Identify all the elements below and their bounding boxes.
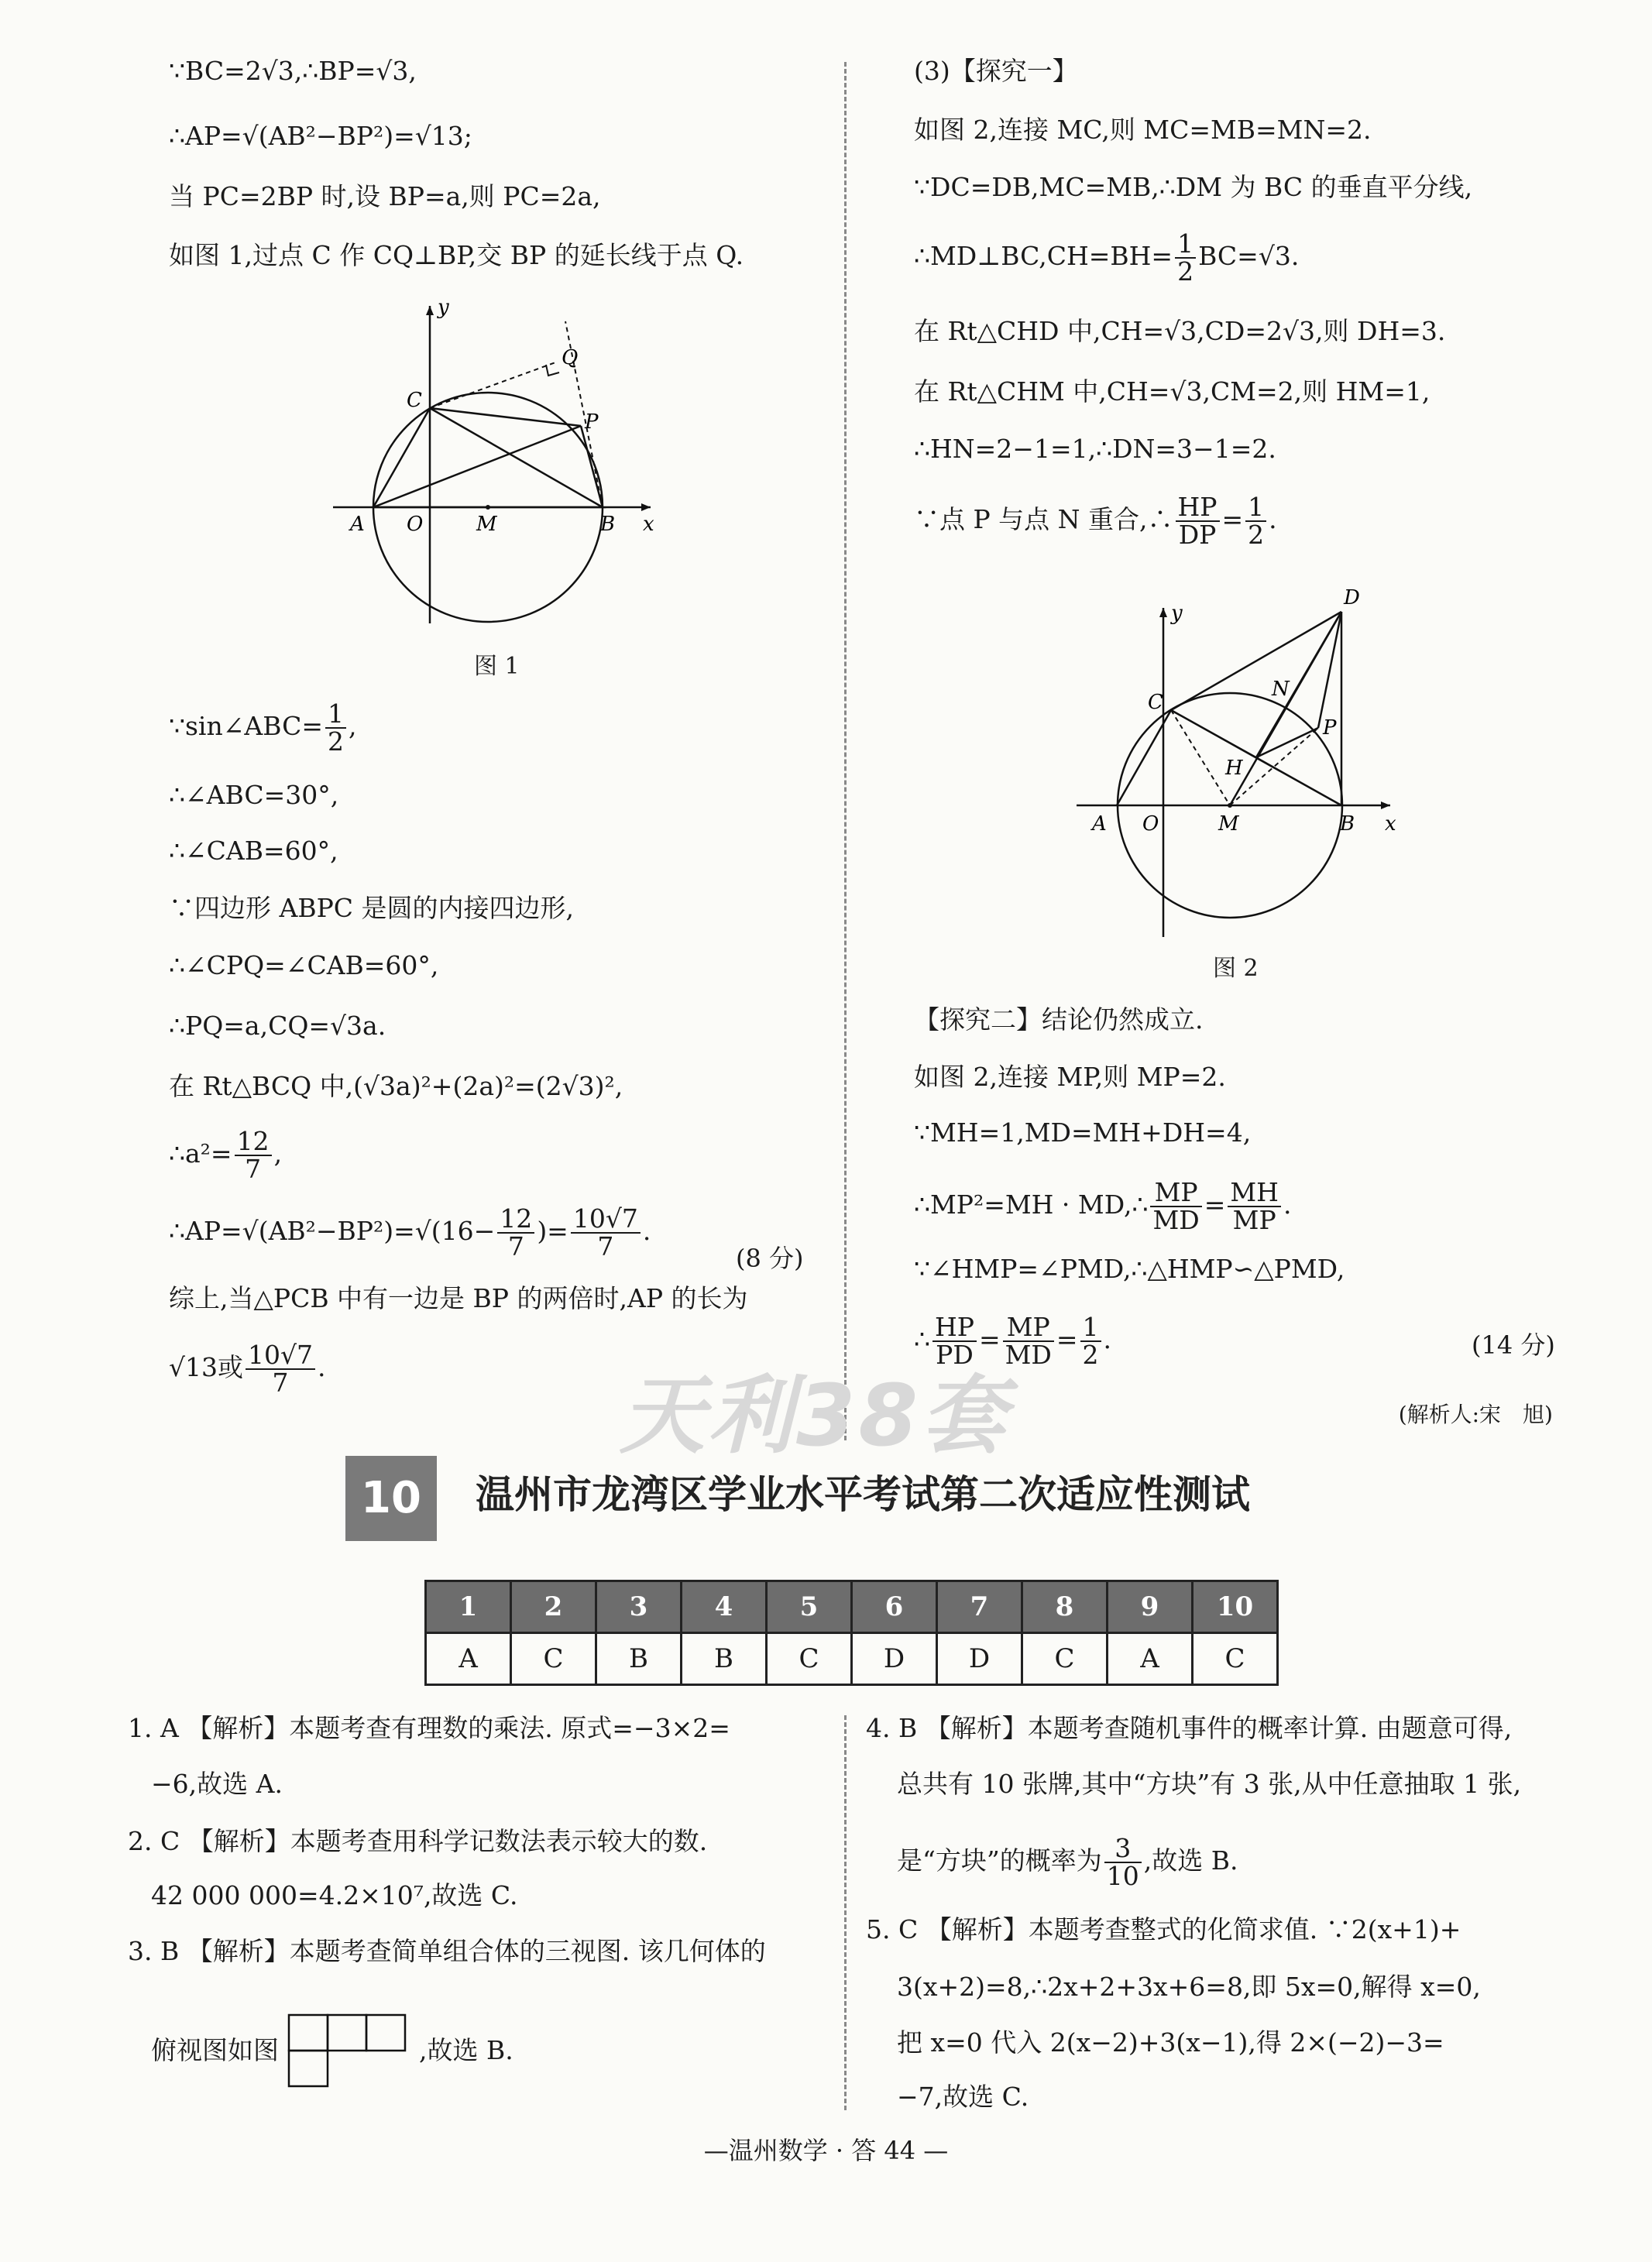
text-line: ∴PQ=a,CQ=√3a. — [169, 1011, 386, 1041]
question-number: 9 — [1108, 1581, 1193, 1633]
text-line: ∵BC=2√3,∴BP=√3, — [169, 56, 417, 86]
question-5-line-2: 3(x+2)=8,∴2x+2+3x+6=8,即 5x=0,解得 x=0, — [897, 1972, 1481, 2002]
denominator: 2 — [1248, 520, 1265, 550]
fraction — [1150, 1179, 1201, 1234]
question-number: 5 — [767, 1581, 852, 1633]
text-line: ∴HN=2−1=1,∴DN=3−1=2. — [914, 434, 1276, 464]
fraction — [1175, 228, 1196, 287]
denominator: 7 — [597, 1231, 614, 1261]
numerator: 1 — [1175, 231, 1196, 259]
svg-text:C: C — [1148, 691, 1163, 714]
svg-text:P: P — [1323, 716, 1337, 740]
text-segment: ∵sin∠ABC= — [169, 711, 323, 741]
fraction — [1080, 1314, 1101, 1368]
text-segment: . — [642, 1216, 651, 1246]
text-segment: ∵点 P 与点 N 重合,∴ — [914, 504, 1173, 534]
numerator: 1 — [1080, 1314, 1101, 1342]
numerator: 1 — [325, 701, 346, 729]
text-line — [914, 228, 1300, 287]
text-segment: = — [1056, 1324, 1078, 1354]
text-line: 如图 1,过点 C 作 CQ⊥BP,交 BP 的延长线于点 Q. — [169, 240, 744, 270]
numerator: MH — [1228, 1179, 1281, 1207]
fraction — [235, 1128, 272, 1182]
watermark: 天利38套 — [620, 1366, 1010, 1465]
text-segment: . — [318, 1352, 326, 1382]
svg-text:x: x — [643, 513, 654, 536]
text-line: 【探究二】结论仍然成立. — [914, 1004, 1204, 1035]
text-segment: ,故选 B. — [419, 2035, 513, 2065]
fraction — [246, 1342, 315, 1396]
text-segment: 是“方块”的概率为 — [897, 1845, 1102, 1876]
fraction — [1176, 494, 1220, 548]
question-number: 4 — [682, 1581, 767, 1633]
text-line — [169, 1128, 282, 1182]
fraction — [1104, 1835, 1142, 1890]
text-line: 在 Rt△BCQ 中,(√3a)²+(2a)²=(2√3)², — [169, 1071, 623, 1101]
answer-cell: C — [1022, 1633, 1108, 1685]
question-5-line-3: 把 x=0 代入 2(x−2)+3(x−1),得 2×(−2)−3= — [897, 2027, 1444, 2058]
numerator: 1 — [1245, 494, 1266, 522]
question-number: 7 — [937, 1581, 1022, 1633]
numerator: HP — [1176, 494, 1220, 522]
svg-text:Q: Q — [562, 346, 579, 369]
question-4-line-3 — [897, 1835, 1238, 1890]
author-credit: (解析人:宋 旭) — [1398, 1402, 1553, 1427]
text-line: ∴∠CPQ=∠CAB=60°, — [169, 950, 439, 980]
text-segment: ,故选 B. — [1143, 1845, 1238, 1876]
text-segment: 俯视图如图 — [151, 2035, 279, 2065]
fraction — [1003, 1314, 1054, 1368]
figure-1-caption: 图 1 — [474, 653, 520, 680]
svg-text:y: y — [1171, 602, 1183, 625]
svg-text:B: B — [1340, 812, 1355, 836]
text-line: ∵MH=1,MD=MH+DH=4, — [914, 1117, 1252, 1148]
text-line: ∴AP=√(AB²−BP²)=√13; — [169, 121, 472, 151]
svg-text:A: A — [1092, 812, 1107, 836]
svg-text:P: P — [585, 410, 599, 434]
denominator: MD — [1152, 1205, 1200, 1235]
text-line: 当 PC=2BP 时,设 BP=a,则 PC=2a, — [169, 181, 601, 211]
column-divider — [844, 62, 847, 1440]
question-number: 10 — [1193, 1581, 1278, 1633]
answer-table — [424, 1580, 1279, 1686]
denominator: 7 — [245, 1154, 262, 1184]
question-5-line-4: −7,故选 C. — [897, 2082, 1029, 2112]
figure-1-circle-diagram — [333, 298, 666, 623]
text-segment: . — [1283, 1189, 1292, 1220]
numerator: 10√7 — [246, 1342, 315, 1370]
question-number: 2 — [511, 1581, 596, 1633]
fraction — [1245, 494, 1266, 548]
denominator: MD — [1005, 1340, 1052, 1370]
question-4-line-2: 总共有 10 张牌,其中“方块”有 3 张,从中任意抽取 1 张, — [897, 1769, 1522, 1799]
text-segment: ∴ — [914, 1324, 930, 1354]
text-line: 综上,当△PCB 中有一边是 BP 的两倍时,AP 的长为 — [169, 1283, 748, 1313]
answer-cell: D — [852, 1633, 937, 1685]
svg-text:N: N — [1272, 678, 1290, 701]
fraction — [1228, 1179, 1281, 1234]
text-line: ∴∠CAB=60°, — [169, 836, 338, 866]
text-line: (3)【探究一】 — [914, 56, 1078, 86]
score-8: (8 分) — [736, 1244, 804, 1273]
question-3-line-1: 3. B 【解析】本题考查简单组合体的三视图. 该几何体的 — [128, 1936, 766, 1966]
numerator: 3 — [1104, 1835, 1142, 1863]
question-2-line-2: 42 000 000=4.2×10⁷,故选 C. — [151, 1880, 518, 1910]
fraction — [497, 1203, 534, 1261]
text-segment: )= — [537, 1216, 568, 1246]
figure-2-circle-diagram — [1077, 581, 1402, 937]
fraction — [571, 1203, 641, 1261]
denominator: 7 — [507, 1231, 524, 1261]
text-line: 在 Rt△CHD 中,CH=√3,CD=2√3,则 DH=3. — [914, 316, 1446, 346]
figure-2-caption: 图 2 — [1213, 955, 1259, 982]
question-4-line-1: 4. B 【解析】本题考查随机事件的概率计算. 由题意可得, — [866, 1713, 1513, 1743]
question-1-line-2: −6,故选 A. — [151, 1769, 283, 1799]
svg-text:D: D — [1344, 586, 1360, 609]
text-segment: . — [1103, 1324, 1112, 1354]
text-line: 在 Rt△CHM 中,CH=√3,CM=2,则 HM=1, — [914, 376, 1430, 407]
text-line — [169, 701, 356, 755]
answer-cell: A — [1108, 1633, 1193, 1685]
answer-cell: C — [511, 1633, 596, 1685]
top-view-figure — [287, 2013, 411, 2091]
numerator: 12 — [497, 1206, 534, 1234]
question-5-line-1: 5. C 【解析】本题考查整式的化简求值. ∵2(x+1)+ — [866, 1914, 1461, 1944]
svg-text:y: y — [438, 298, 449, 319]
svg-text:O: O — [407, 513, 424, 536]
numerator: MP — [1150, 1179, 1201, 1207]
svg-text:A: A — [350, 513, 365, 536]
answer-cell: A — [426, 1633, 511, 1685]
score-14: (14 分) — [1472, 1330, 1555, 1360]
section-number: 10 — [345, 1456, 437, 1541]
denominator: 2 — [327, 726, 344, 757]
text-line — [169, 1342, 326, 1396]
text-line: 如图 2,连接 MP,则 MP=2. — [914, 1062, 1226, 1092]
svg-text:C: C — [407, 389, 422, 412]
text-line — [914, 494, 1277, 548]
text-line: ∵四边形 ABPC 是圆的内接四边形, — [169, 893, 575, 923]
question-number: 8 — [1022, 1581, 1108, 1633]
page-footer: —温州数学 · 答 44 — — [703, 2136, 949, 2165]
fraction — [325, 701, 346, 755]
svg-text:B: B — [600, 513, 616, 536]
svg-text:x: x — [1385, 812, 1396, 836]
text-segment: ∴MD⊥BC,CH=BH= — [914, 241, 1173, 271]
text-segment: = — [978, 1324, 1001, 1354]
section-title: 温州市龙湾区学业水平考试第二次适应性测试 — [476, 1472, 1250, 1517]
answer-cell: B — [596, 1633, 682, 1685]
question-1-line-1: 1. A 【解析】本题考查有理数的乘法. 原式=−3×2= — [128, 1713, 730, 1743]
text-segment: , — [273, 1138, 283, 1169]
text-segment: . — [1269, 504, 1277, 534]
answer-cell: D — [937, 1633, 1022, 1685]
question-2-line-1: 2. C 【解析】本题考查用科学记数法表示较大的数. — [128, 1826, 708, 1856]
numerator: HP — [932, 1314, 977, 1342]
answer-table-header-row — [426, 1581, 1278, 1633]
question-number: 6 — [852, 1581, 937, 1633]
svg-text:M: M — [1218, 812, 1239, 836]
answer-cell: C — [767, 1633, 852, 1685]
text-line: ∴∠ABC=30°, — [169, 780, 339, 810]
text-segment: ∴AP=√(AB²−BP²)=√(16− — [169, 1216, 496, 1246]
text-segment: = — [1204, 1189, 1226, 1220]
denominator: MP — [1232, 1205, 1276, 1235]
svg-text:M: M — [476, 513, 497, 536]
numerator: 10√7 — [571, 1206, 641, 1234]
question-number: 3 — [596, 1581, 682, 1633]
numerator: MP — [1003, 1314, 1054, 1342]
denominator: 2 — [1082, 1340, 1099, 1370]
answer-cell: B — [682, 1633, 767, 1685]
text-segment: √13或 — [169, 1352, 244, 1382]
text-line: 如图 2,连接 MC,则 MC=MB=MN=2. — [914, 115, 1372, 145]
svg-text:H: H — [1225, 757, 1243, 780]
text-segment: ∴MP²=MH · MD,∴ — [914, 1189, 1149, 1220]
text-segment: = — [1221, 504, 1244, 534]
svg-text:O: O — [1142, 812, 1159, 836]
text-line — [914, 1179, 1291, 1234]
denominator: 2 — [1177, 256, 1194, 287]
column-divider-lower — [844, 1715, 847, 2110]
text-segment: ∴a²= — [169, 1138, 232, 1169]
text-line: ∵DC=DB,MC=MB,∴DM 为 BC 的垂直平分线, — [914, 172, 1473, 202]
question-number: 1 — [426, 1581, 511, 1633]
text-line: ∵∠HMP=∠PMD,∴△HMP∽△PMD, — [914, 1254, 1345, 1284]
answer-cell: C — [1193, 1633, 1278, 1685]
answer-table-answer-row — [426, 1633, 1278, 1685]
numerator: 12 — [235, 1128, 272, 1156]
text-line — [169, 1203, 651, 1261]
denominator: 10 — [1106, 1861, 1139, 1891]
text-segment: BC=√3. — [1198, 241, 1300, 271]
denominator: PD — [936, 1340, 974, 1370]
denominator: 7 — [272, 1368, 289, 1398]
question-3-line-2 — [151, 2013, 513, 2091]
denominator: DP — [1178, 520, 1217, 550]
text-segment: , — [348, 711, 357, 741]
